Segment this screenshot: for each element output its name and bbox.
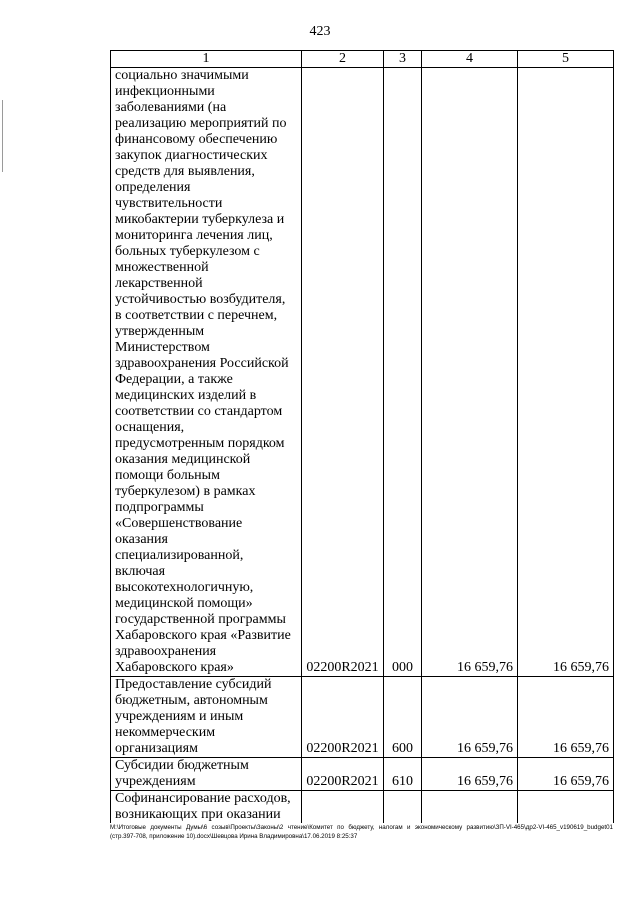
description-line: заболеваниями (на: [115, 100, 227, 115]
table-header-row: [111, 51, 614, 68]
amount-cell: 16 659,76: [518, 758, 614, 791]
code-cell: 02200R2021: [302, 758, 384, 791]
description-line: специализированной,: [115, 548, 244, 563]
description-line: инфекционными: [115, 84, 215, 99]
description-line: подпрограммы: [115, 500, 204, 515]
description-line: социально значимыми: [115, 68, 249, 83]
description-cell: [111, 758, 302, 791]
description-line: оказания: [115, 532, 168, 547]
header-cell: 2: [302, 51, 384, 68]
description-line: бюджетным, автономным: [115, 693, 268, 708]
table-row: [111, 677, 614, 758]
header-cell: 4: [422, 51, 518, 68]
scan-edge-line: [2, 100, 3, 172]
header-cell: 5: [518, 51, 614, 68]
description-line: государственной программы: [115, 612, 286, 627]
description-line: мониторинга лечения лиц,: [115, 228, 273, 243]
description-line: организациям: [115, 741, 198, 756]
type-cell: 610: [384, 758, 422, 791]
description-line: «Совершенствование: [115, 516, 243, 531]
description-line: реализацию мероприятий по: [115, 116, 287, 131]
description-line: учреждениям: [115, 774, 196, 789]
description-line: определения: [115, 180, 191, 195]
description-cell: [111, 677, 302, 758]
description-cell: [111, 791, 302, 824]
description-line: возникающих при оказании: [115, 807, 281, 822]
description-line: утвержденным: [115, 324, 205, 339]
description-line: медицинской помощи»: [115, 596, 253, 611]
budget-table: [110, 50, 614, 823]
code-cell: 02200R2021: [302, 68, 384, 677]
table-row: [111, 791, 614, 824]
description-line: предусмотренным порядком: [115, 436, 285, 451]
description-line: финансовому обеспечению: [115, 132, 278, 147]
amount-cell: 16 659,76: [422, 677, 518, 758]
description-line: чувствительности: [115, 196, 223, 211]
description-line: помощи больным: [115, 468, 220, 483]
type-cell: 000: [384, 68, 422, 677]
table-row: [111, 68, 614, 677]
description-line: здравоохранения: [115, 644, 217, 659]
header-cell: 3: [384, 51, 422, 68]
table-row: [111, 758, 614, 791]
description-line: больных туберкулезом с: [115, 244, 260, 259]
description-line: Федерации, а также: [115, 372, 233, 387]
description-line: множественной: [115, 260, 209, 275]
description-line: Софинансирование расходов,: [115, 791, 291, 806]
code-cell: [302, 791, 384, 824]
header-cell: 1: [111, 51, 302, 68]
description-line: лекарственной: [115, 276, 203, 291]
description-line: высокотехнологичную,: [115, 580, 254, 595]
description-line: включая: [115, 564, 166, 579]
code-cell: 02200R2021: [302, 677, 384, 758]
amount-cell: [518, 791, 614, 824]
description-line: Хабаровского края «Развитие: [115, 628, 291, 643]
description-line: Министерством: [115, 340, 210, 355]
description-line: учреждениям и иным: [115, 709, 244, 724]
description-line: оказания медицинской: [115, 452, 251, 467]
amount-cell: 16 659,76: [422, 758, 518, 791]
description-cell: [111, 68, 302, 677]
description-line: средств для выявления,: [115, 164, 255, 179]
description-line: некоммерческим: [115, 725, 216, 740]
file-path-footer: M:\Итоговые документы Думы\6 созыв\Проекты\Законы\2 чтение\Комитет по бюджету, налогам и экономическому развитию\ЗП-VI-465\др2-VI-465_v190619_budget01 (стр.397-708, приложение 10).docx\Шевцова Ирина Владимировна\17.06.2019 8:25:37: [110, 824, 613, 840]
amount-cell: [422, 791, 518, 824]
description-line: устойчивостью возбудителя,: [115, 292, 286, 307]
description-line: медицинских изделий в: [115, 388, 257, 403]
description-line: Предоставление субсидий: [115, 677, 272, 692]
description-line: Субсидии бюджетным: [115, 758, 249, 773]
description-line: в соответствии с перечнем,: [115, 308, 278, 323]
description-line: Хабаровского края»: [115, 660, 234, 675]
description-line: туберкулезом) в рамках: [115, 484, 256, 499]
description-line: соответствии со стандартом: [115, 404, 283, 419]
amount-cell: 16 659,76: [518, 68, 614, 677]
page-number: 423: [309, 24, 331, 39]
description-line: здравоохранения Российской: [115, 356, 289, 371]
description-line: микобактерии туберкулеза и: [115, 212, 285, 227]
type-cell: 600: [384, 677, 422, 758]
description-line: оснащения,: [115, 420, 185, 435]
amount-cell: 16 659,76: [518, 677, 614, 758]
type-cell: [384, 791, 422, 824]
amount-cell: 16 659,76: [422, 68, 518, 677]
description-line: закупок диагностических: [115, 148, 268, 163]
